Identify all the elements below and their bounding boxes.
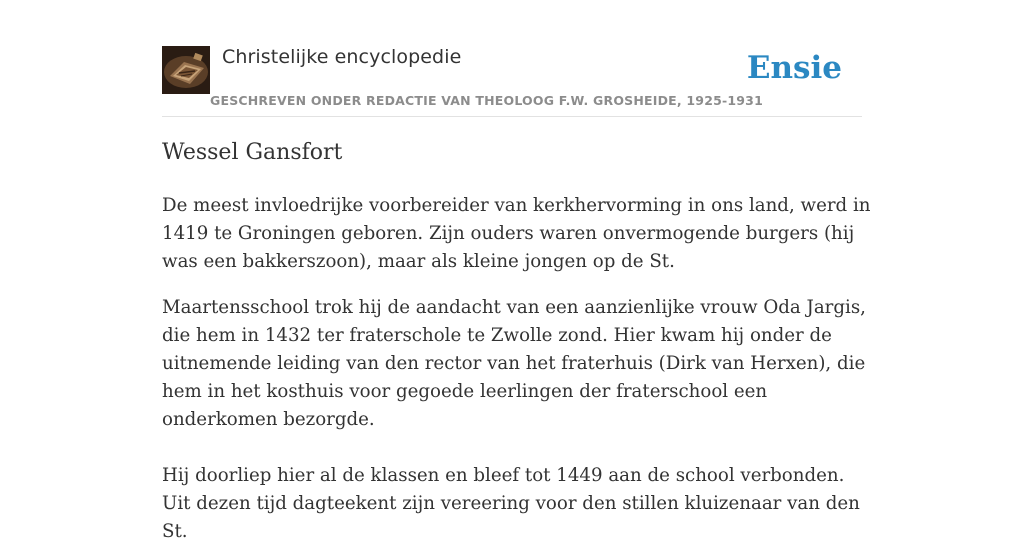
brand-logo[interactable]: Ensie [746, 50, 842, 86]
source-avatar[interactable] [162, 46, 210, 94]
article-paragraph: Hij doorliep hier al de klassen en bleef tot 1449 aan de school verbonden. Uit dezen tijd dagteekent zijn vereering voor den stillen kluizenaar van den St. [162, 465, 860, 542]
book-photo-icon [162, 46, 210, 94]
article-body [162, 192, 872, 546]
source-subtitle: GESCHREVEN ONDER REDACTIE VAN THEOLOOG F.W. GROSHEIDE, 1925-1931 [210, 93, 763, 108]
article-title: Wessel Gansfort [162, 140, 343, 165]
source-title[interactable]: Christelijke encyclopedie [222, 46, 462, 68]
source-header [162, 46, 862, 117]
article-paragraph: De meest invloedrijke voorbereider van kerkhervorming in ons land, werd in 1419 te Groningen geboren. Zijn ouders waren onvermogende burgers (hij was een bakkerszoon), maar als kleine jongen op de St. [162, 195, 871, 272]
article-paragraph: Maartensschool trok hij de aandacht van een aanzienlijke vrouw Oda Jargis, die hem in 1432 ter fraterschole te Zwolle zond. Hier kwam hij onder de uitnemende leiding van den rector van het fraterhuis (Dirk van Herxen), die hem in het kosthuis voor gegoede leerlingen der fraterschool een onderkomen bezorgde. [162, 297, 866, 430]
